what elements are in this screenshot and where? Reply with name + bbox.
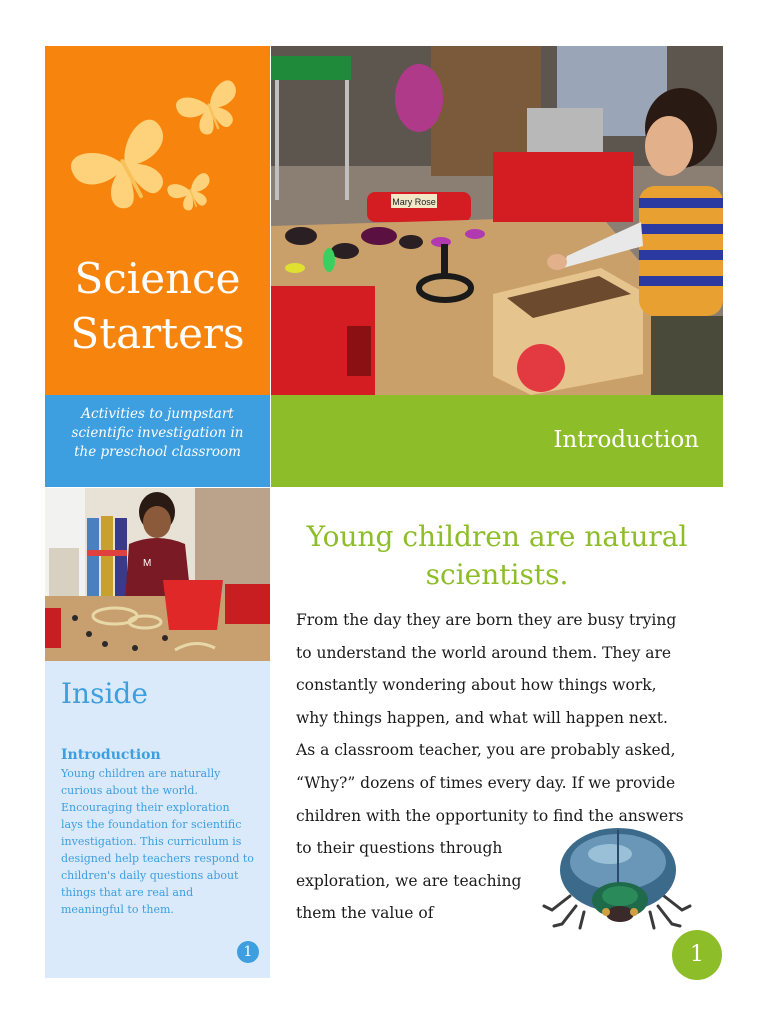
cover-title-line2: Starters (70, 309, 245, 358)
article-line: to understand the world around them. They are (296, 643, 672, 662)
sidebar-subheading[interactable]: Introduction (61, 747, 161, 763)
article-heading-line2: scientists. (425, 558, 569, 591)
article-line: them the value of (296, 904, 434, 923)
tagline (45, 395, 270, 487)
name-tag: Mary Rose (392, 197, 436, 207)
article-line: why things happen, and what will happen next. (296, 708, 668, 727)
beetle-image (540, 826, 696, 930)
hero-photo (271, 46, 723, 395)
tagline-line3: the preschool classroom (74, 444, 241, 460)
article-line: children with the opportunity to find the answers (296, 806, 684, 825)
section-banner (271, 395, 723, 487)
tagline-line1: Activities to jumpstart (81, 406, 234, 422)
sidebar-summary: Young children are naturally curious about the world. Encouraging their exploration lays the foundation for scientific investigation. This curriculum is designed help teachers respond to children's daily questions about things that are real and meaningful to them. (61, 767, 254, 916)
article-line: As a classroom teacher, you are probably asked, (296, 741, 676, 760)
section-banner-label: Introduction (553, 427, 699, 453)
sidebar-page-badge: 1 (237, 941, 259, 963)
article-line: to their questions through (296, 839, 503, 858)
cover-title-line1: Science (74, 254, 241, 303)
article-line: From the day they are born they are busy trying (296, 611, 677, 629)
article-heading (292, 518, 702, 594)
page-number-badge: 1 (672, 930, 722, 980)
sidebar-heading: Inside (61, 677, 148, 710)
article-line: “Why?” dozens of times every day. If we provide (296, 773, 676, 792)
sidebar (45, 661, 270, 978)
svg-text:M: M (143, 558, 152, 569)
article-line: constantly wondering about how things work, (296, 676, 657, 695)
butterfly-icon (45, 46, 270, 276)
cover-title (45, 251, 270, 361)
article-line: exploration, we are teaching (296, 871, 522, 890)
article-heading-line1: Young children are natural (306, 520, 688, 553)
title-block (45, 46, 270, 395)
tagline-line2: scientific investigation in (71, 425, 244, 441)
small-photo (45, 488, 270, 661)
